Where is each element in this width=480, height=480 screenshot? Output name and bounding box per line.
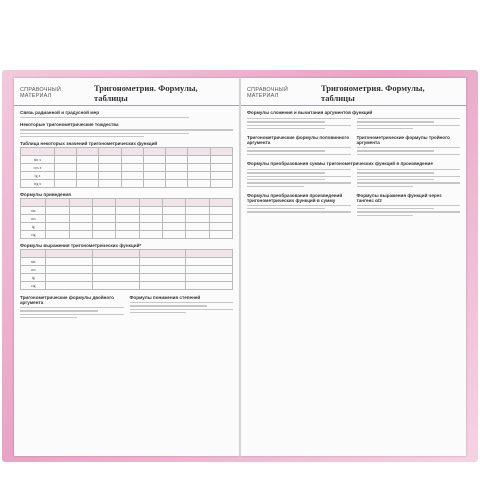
formula-line bbox=[357, 150, 435, 151]
formula-line bbox=[247, 147, 351, 148]
table-row bbox=[21, 258, 233, 266]
formula-line bbox=[247, 121, 325, 122]
bottom-columns-right bbox=[241, 189, 466, 218]
formula-line bbox=[130, 312, 187, 313]
formula-line bbox=[20, 314, 124, 315]
table-row bbox=[21, 231, 233, 239]
lowering-block bbox=[130, 291, 234, 320]
row-label: tg bbox=[21, 223, 46, 231]
reduction-table bbox=[20, 198, 233, 239]
formula-line bbox=[357, 154, 461, 155]
formula-line bbox=[247, 176, 351, 177]
addition-heading: Формулы сложения и вычитания аргументов функций bbox=[247, 110, 373, 115]
row-label: ctg x bbox=[21, 180, 55, 188]
row-label: tg x bbox=[21, 172, 55, 180]
right-page-title: Тригонометрия. Формулы, таблицы bbox=[320, 83, 425, 103]
row-label: sin bbox=[21, 258, 46, 266]
formula-line bbox=[130, 309, 234, 310]
bottom-columns bbox=[14, 291, 239, 320]
addition-columns bbox=[241, 116, 466, 131]
table-row bbox=[21, 180, 233, 188]
formula-line bbox=[20, 117, 189, 118]
values-table-heading: Таблица некоторых значений тригонометрических функций bbox=[20, 141, 158, 147]
formula-line bbox=[357, 186, 414, 187]
left-page-header bbox=[14, 78, 239, 106]
formula-line bbox=[357, 179, 435, 180]
formula-line bbox=[357, 182, 461, 183]
formula-line bbox=[357, 121, 435, 122]
formula-line bbox=[20, 136, 144, 137]
lowering-heading: Формулы понижения степеней bbox=[129, 295, 201, 301]
table-row bbox=[21, 250, 233, 258]
triple-heading: Тригонометрические формулы тройного аргумента bbox=[356, 135, 450, 146]
formula-line bbox=[247, 150, 325, 151]
left-page-kind: СПРАВОЧНЫЙ МАТЕРИАЛ bbox=[20, 87, 61, 99]
formula-line bbox=[130, 302, 234, 303]
table-row bbox=[21, 207, 233, 215]
formula-line bbox=[247, 172, 325, 173]
formula-line bbox=[130, 305, 208, 306]
table-row bbox=[21, 156, 233, 164]
formula-line bbox=[357, 125, 461, 126]
formula-line bbox=[20, 307, 124, 308]
row-label: ctg bbox=[21, 282, 46, 290]
row-label: cos bbox=[21, 266, 46, 274]
triple-argument-block bbox=[357, 131, 461, 157]
left-page bbox=[14, 78, 239, 456]
formula-line bbox=[20, 317, 77, 318]
row-label: tg bbox=[21, 274, 46, 282]
formula-line bbox=[247, 208, 325, 209]
row-label: sin bbox=[21, 207, 46, 215]
product-to-sum-block bbox=[247, 189, 351, 218]
table-row bbox=[21, 223, 233, 231]
formula-line bbox=[247, 179, 325, 180]
formula-line bbox=[247, 205, 351, 206]
formula-line bbox=[247, 169, 351, 170]
formula-line bbox=[357, 118, 461, 119]
values-table bbox=[20, 147, 233, 188]
table-row bbox=[21, 215, 233, 223]
table-row bbox=[21, 266, 233, 274]
formula-line bbox=[247, 128, 325, 129]
formula-line bbox=[357, 147, 461, 148]
formula-line bbox=[247, 154, 351, 155]
row-label: cos x bbox=[21, 164, 55, 172]
formula-line bbox=[247, 125, 351, 126]
right-page bbox=[241, 78, 466, 456]
formula-line bbox=[247, 118, 351, 119]
table-row bbox=[21, 199, 233, 207]
formula-line bbox=[20, 133, 189, 134]
identities-heading: Некоторые тригонометрические тождества bbox=[20, 122, 119, 128]
product-to-sum-heading: Формулы преобразования произведений тригонометрических функций в сумму bbox=[247, 192, 343, 203]
half-tan-block bbox=[357, 189, 461, 218]
row-label: sin x bbox=[21, 156, 55, 164]
half-argument-block bbox=[247, 131, 351, 157]
reduction-heading: Формулы приведения bbox=[20, 192, 71, 198]
sum-to-product-heading: Формулы преобразования суммы тригонометрических функций в произведение bbox=[247, 161, 433, 167]
table-row bbox=[21, 282, 233, 290]
formula-line bbox=[247, 211, 351, 212]
formula-line bbox=[357, 205, 461, 206]
formula-line bbox=[247, 186, 304, 187]
formula-line bbox=[357, 211, 461, 212]
half-heading: Тригонометрические формулы половинного аргумента bbox=[247, 135, 350, 146]
table-row bbox=[21, 148, 233, 156]
radian-heading: Связь радианной и градусной мер bbox=[20, 110, 100, 115]
right-page-header bbox=[241, 78, 466, 106]
formula-line bbox=[357, 169, 461, 170]
formula-line bbox=[357, 176, 461, 177]
expression-table bbox=[20, 249, 233, 290]
half-triple-columns bbox=[241, 131, 466, 157]
double-argument-block bbox=[20, 291, 124, 320]
formula-line bbox=[357, 208, 435, 209]
left-page-title: Тригонометрия. Формулы, таблицы bbox=[93, 83, 198, 103]
formula-line bbox=[247, 182, 351, 183]
right-page-kind: СПРАВОЧНЫЙ МАТЕРИАЛ bbox=[247, 87, 288, 99]
half-tan-heading: Формулы выражения функций через тангенс α/2 bbox=[356, 192, 442, 203]
row-label: ctg bbox=[21, 231, 46, 239]
formula-line bbox=[357, 128, 414, 129]
formula-line bbox=[357, 172, 435, 173]
table-row bbox=[21, 274, 233, 282]
double-heading: Тригонометрические формулы двойного аргумента bbox=[20, 295, 114, 306]
table-row bbox=[21, 172, 233, 180]
sum-to-product-columns bbox=[241, 167, 466, 189]
formula-line bbox=[357, 215, 414, 216]
table-row bbox=[21, 164, 233, 172]
row-label: cos bbox=[21, 215, 46, 223]
expression-heading: Формулы выражения тригонометрических функций* bbox=[20, 243, 142, 249]
formula-line bbox=[20, 310, 98, 311]
formula-line bbox=[20, 129, 233, 130]
